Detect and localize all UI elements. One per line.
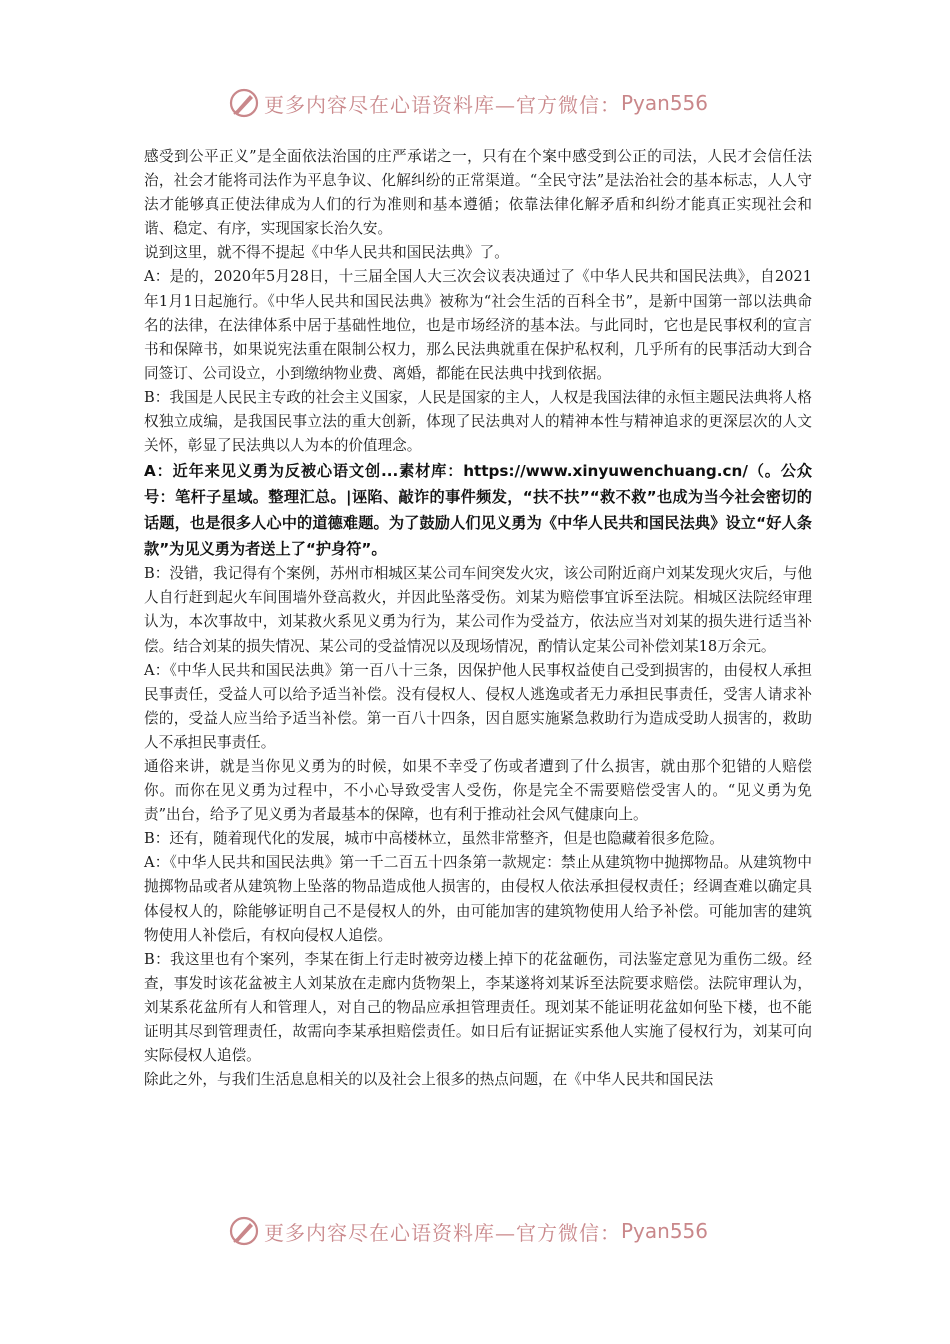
paragraph-bold: A：近年来见义勇为反被心语文创...素材库：https://www.xinyuwenchuang.cn/（。公众号：笔杆子星域。整理汇总。|诬陷、敲诈的事件频发，“扶不扶”“救不救”也成为当今社会密切的话题，也是很多人心中的道德难题。为了鼓励人们见义勇为《中华人民共和国民法典》设立“好人条款”为见义勇为者送上了“护身符”。 bbox=[144, 462, 812, 559]
paragraph: B：我这里也有个案列，李某在街上行走时被旁边楼上掉下的花盆砸伤，司法鉴定意见为重伤二级。经查，事发时该花盆被主人刘某放在走廊内货物架上，李某遂将刘某诉至法院要求赔偿。法院审理认为，刘某系花盆所有人和管理人，对自己的物品应承担管理责任。现刘某不能证明花盆如何坠下楼，也不能证明其尽到管理责任，故需向李某承担赔偿责任。如日后有证据证实系他人实施了侵权行为，刘某可向实际侵权人追偿。 bbox=[144, 950, 812, 1065]
banner-text: 更多内容尽在心语资料库—官方微信： bbox=[264, 1220, 621, 1245]
footer-banner bbox=[228, 1214, 708, 1248]
paragraph: A：《中华人民共和国民法典》第一百八十三条，因保护他人民事权益使自己受到损害的，由侵权人承担民事责任，受益人可以给予适当补偿。没有侵权人、侵权人逃逸或者无力承担民事责任，受害人请求补偿的，受益人应当给予适当补偿。第一百八十四条，因自愿实施紧急救助行为造成受助人损害的，救助人不承担民事责任。 bbox=[144, 661, 812, 751]
paragraph: B：我国是人民民主专政的社会主义国家，人民是国家的主人，人权是我国法律的永恒主题民法典将人格权独立成编，是我国民事立法的重大创新，体现了民法典对人的精神本性与精神追求的更深层次的人文关怀，彰显了民法典以人为本的价值理念。 bbox=[144, 388, 812, 455]
paragraph: 通俗来讲，就是当你见义勇为的时候，如果不幸受了伤或者遭到了什么损害，就由那个犯错的人赔偿你。而你在见义勇为过程中，不小心导致受害人受伤，你是完全不需要赔偿受害人的。“见义勇为免责”出台，给予了见义勇为者最基本的保障，也有利于推动社会风气健康向上。 bbox=[144, 757, 812, 824]
paragraph: A：《中华人民共和国民法典》第一千二百五十四条第一款规定：禁止从建筑物中抛掷物品。从建筑物中抛掷物品或者从建筑物上坠落的物品造成他人损害的，由侵权人依法承担侵权责任；经调查难以确定具体侵权人的，除能够证明自己不是侵权人的外，由可能加害的建筑物使用人给予补偿。可能加害的建筑物使用人补偿后，有权向侵权人追偿。 bbox=[144, 854, 812, 944]
quill-logo-icon bbox=[228, 1215, 260, 1247]
paragraph: B：还有，随着现代化的发展，城市中高楼林立，虽然非常整齐，但是也隐藏着很多危险。 bbox=[144, 830, 724, 848]
header-banner bbox=[228, 86, 708, 120]
document-body bbox=[144, 145, 812, 1092]
quill-logo-icon bbox=[228, 87, 260, 119]
paragraph: A：是的，2020年5月28日，十三届全国人大三次会议表决通过了《中华人民共和国民法典》，自2021年1月1日起施行。《中华人民共和国民法典》被称为“社会生活的百科全书”，是新中国第一部以法典命名的法律，在法律体系中居于基础性地位，也是市场经济的基本法。与此同时，它也是民事权利的宣言书和保障书，如果说宪法重在限制公权力，那么民法典就重在保护私权利，几乎所有的民事活动大到合同签订、公司设立，小到缴纳物业费、离婚，都能在民法典中找到依据。 bbox=[144, 268, 812, 382]
paragraph: 感受到公平正义”是全面依法治国的庄严承诺之一，只有在个案中感受到公正的司法，人民才会信任法治，社会才能将司法作为平息争议、化解纠纷的正常渠道。“全民守法”是法治社会的基本标志，人人守法才能够真正使法律成为人们的行为准则和基本遵循；依靠法律化解矛盾和纠纷才能真正实现社会和谐、稳定、有序，实现国家长治久安。 bbox=[144, 148, 812, 238]
banner-text: 更多内容尽在心语资料库—官方微信： bbox=[264, 92, 621, 117]
banner-wechat-id: Pyan556 bbox=[621, 91, 709, 115]
paragraph: B：没错，我记得有个案例，苏州市相城区某公司车间突发火灾，该公司附近商户刘某发现火灾后，与他人自行赶到起火车间围墙外登高救火，并因此坠落受伤。刘某为赔偿事宜诉至法院。相城区法院经审理认为，本次事故中，刘某救火系见义勇为行为，某公司作为受益方，依法应当对刘某的损失进行适当补偿。结合刘某的损失情况、某公司的受益情况以及现场情况，酌情认定某公司补偿刘某18万余元。 bbox=[144, 565, 812, 655]
paragraph: 除此之外，与我们生活息息相关的以及社会上很多的热点问题，在《中华人民共和国民法 bbox=[144, 1071, 714, 1089]
paragraph: 说到这里，就不得不提起《中华人民共和国民法典》了。 bbox=[144, 244, 509, 262]
banner-wechat-id: Pyan556 bbox=[621, 1219, 709, 1243]
